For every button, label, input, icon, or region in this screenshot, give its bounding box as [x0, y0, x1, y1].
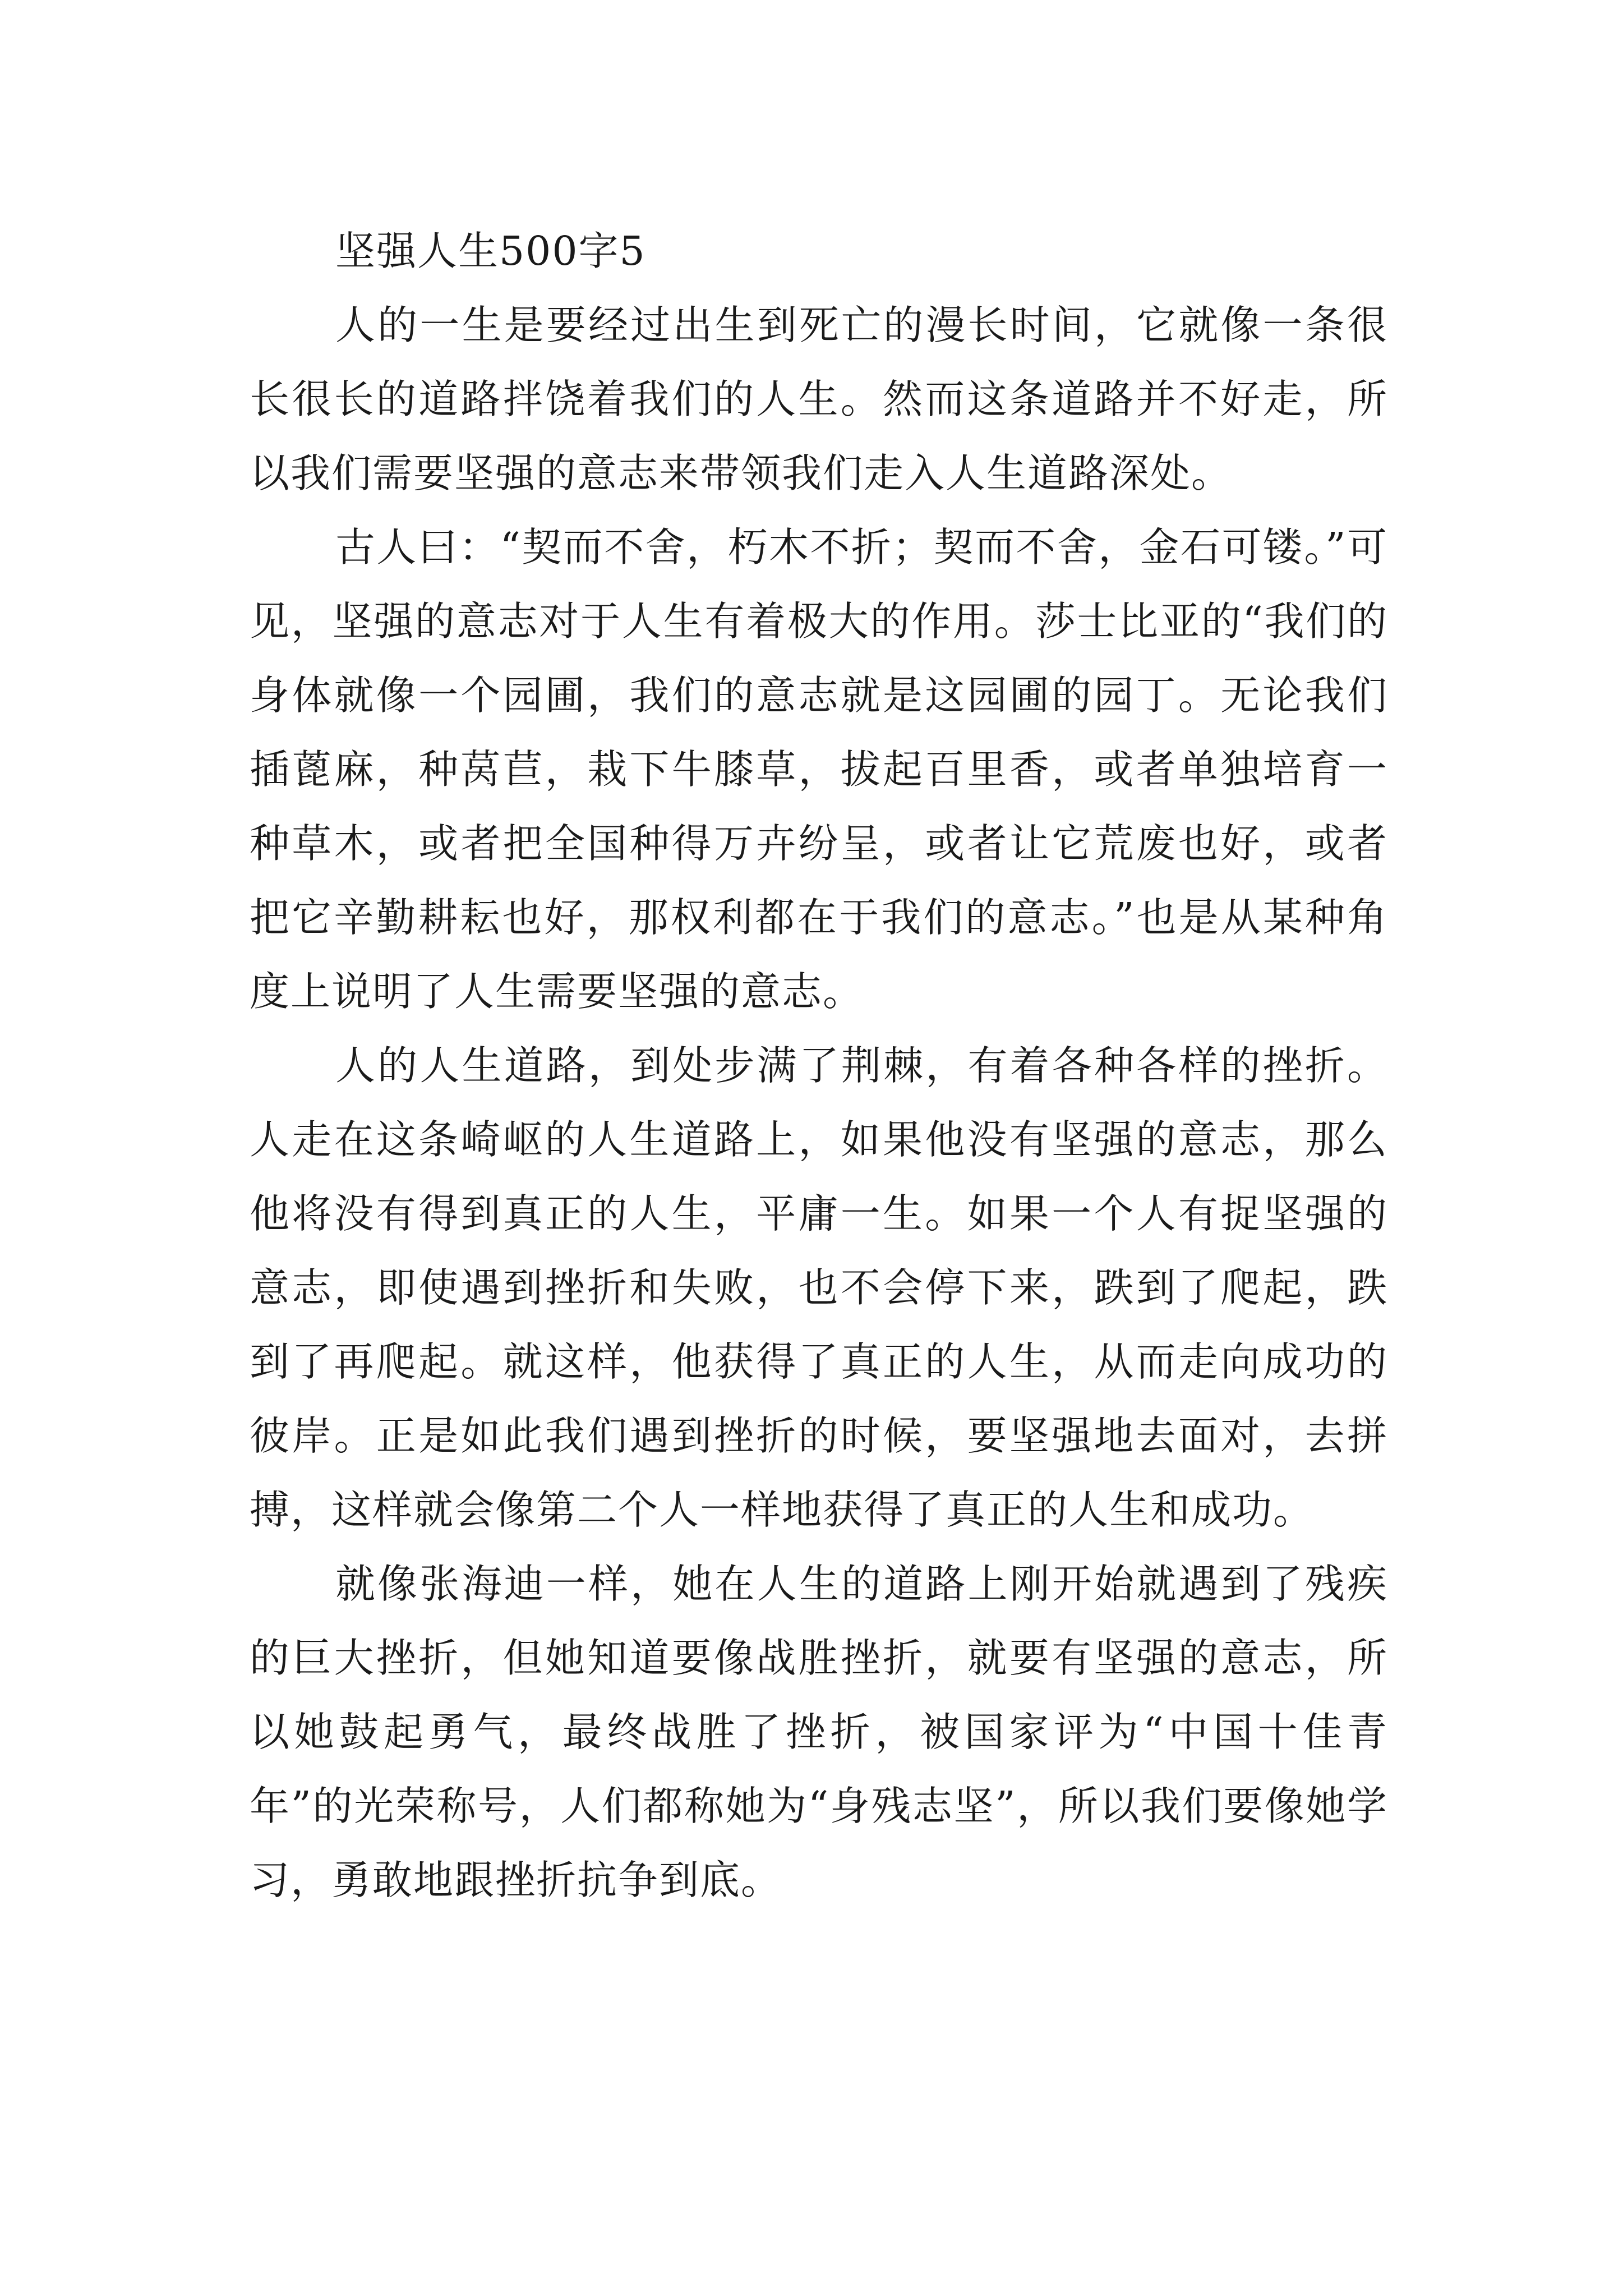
- document-title: 坚强人生500字5: [335, 228, 646, 274]
- paragraph-2: 古人曰：“契而不舍，朽木不折；契而不舍，金石可镂。”可见，坚强的意志对于人生有着极大的作用。莎士比亚的“我们的身体就像一个园圃，我们的意志就是这园圃的园丁。无论我们插蓖麻，种莴苣，栽下牛膝草，拔起百里香，或者单独培育一种草木，或者把全国种得万卉纷呈，或者让它荒废也好，或者把它辛勤耕耘也好，那权利都在于我们的意志。”也是从某种角度上说明了人生需要坚强的意志。: [250, 524, 1388, 1015]
- paragraph-3: 人的人生道路，到处步满了荆棘，有着各种各样的挫折。人走在这条崎岖的人生道路上，如果他没有坚强的意志，那么他将没有得到真正的人生，平庸一生。如果一个人有捉坚强的意志，即使遇到挫折和失败，也不会停下来，跌到了爬起，跌到了再爬起。就这样，他获得了真正的人生，从而走向成功的彼岸。正是如此我们遇到挫折的时候，要坚强地去面对，去拼搏，这样就会像第二个人一样地获得了真正的人生和成功。: [250, 1042, 1388, 1533]
- document-body: [250, 214, 1388, 1917]
- paragraph-4: 就像张海迪一样，她在人生的道路上刚开始就遇到了残疾的巨大挫折，但她知道要像战胜挫折，就要有坚强的意志，所以她鼓起勇气，最终战胜了挫折，被国家评为“中国十佳青年”的光荣称号，人们都称她为“身残志坚”，所以我们要像她学习，勇敢地跟挫折抗争到底。: [250, 1561, 1388, 1903]
- paragraph-1: 人的一生是要经过出生到死亡的漫长时间，它就像一条很长很长的道路拌饶着我们的人生。然而这条道路并不好走，所以我们需要坚强的意志来带领我们走入人生道路深处。: [250, 302, 1388, 496]
